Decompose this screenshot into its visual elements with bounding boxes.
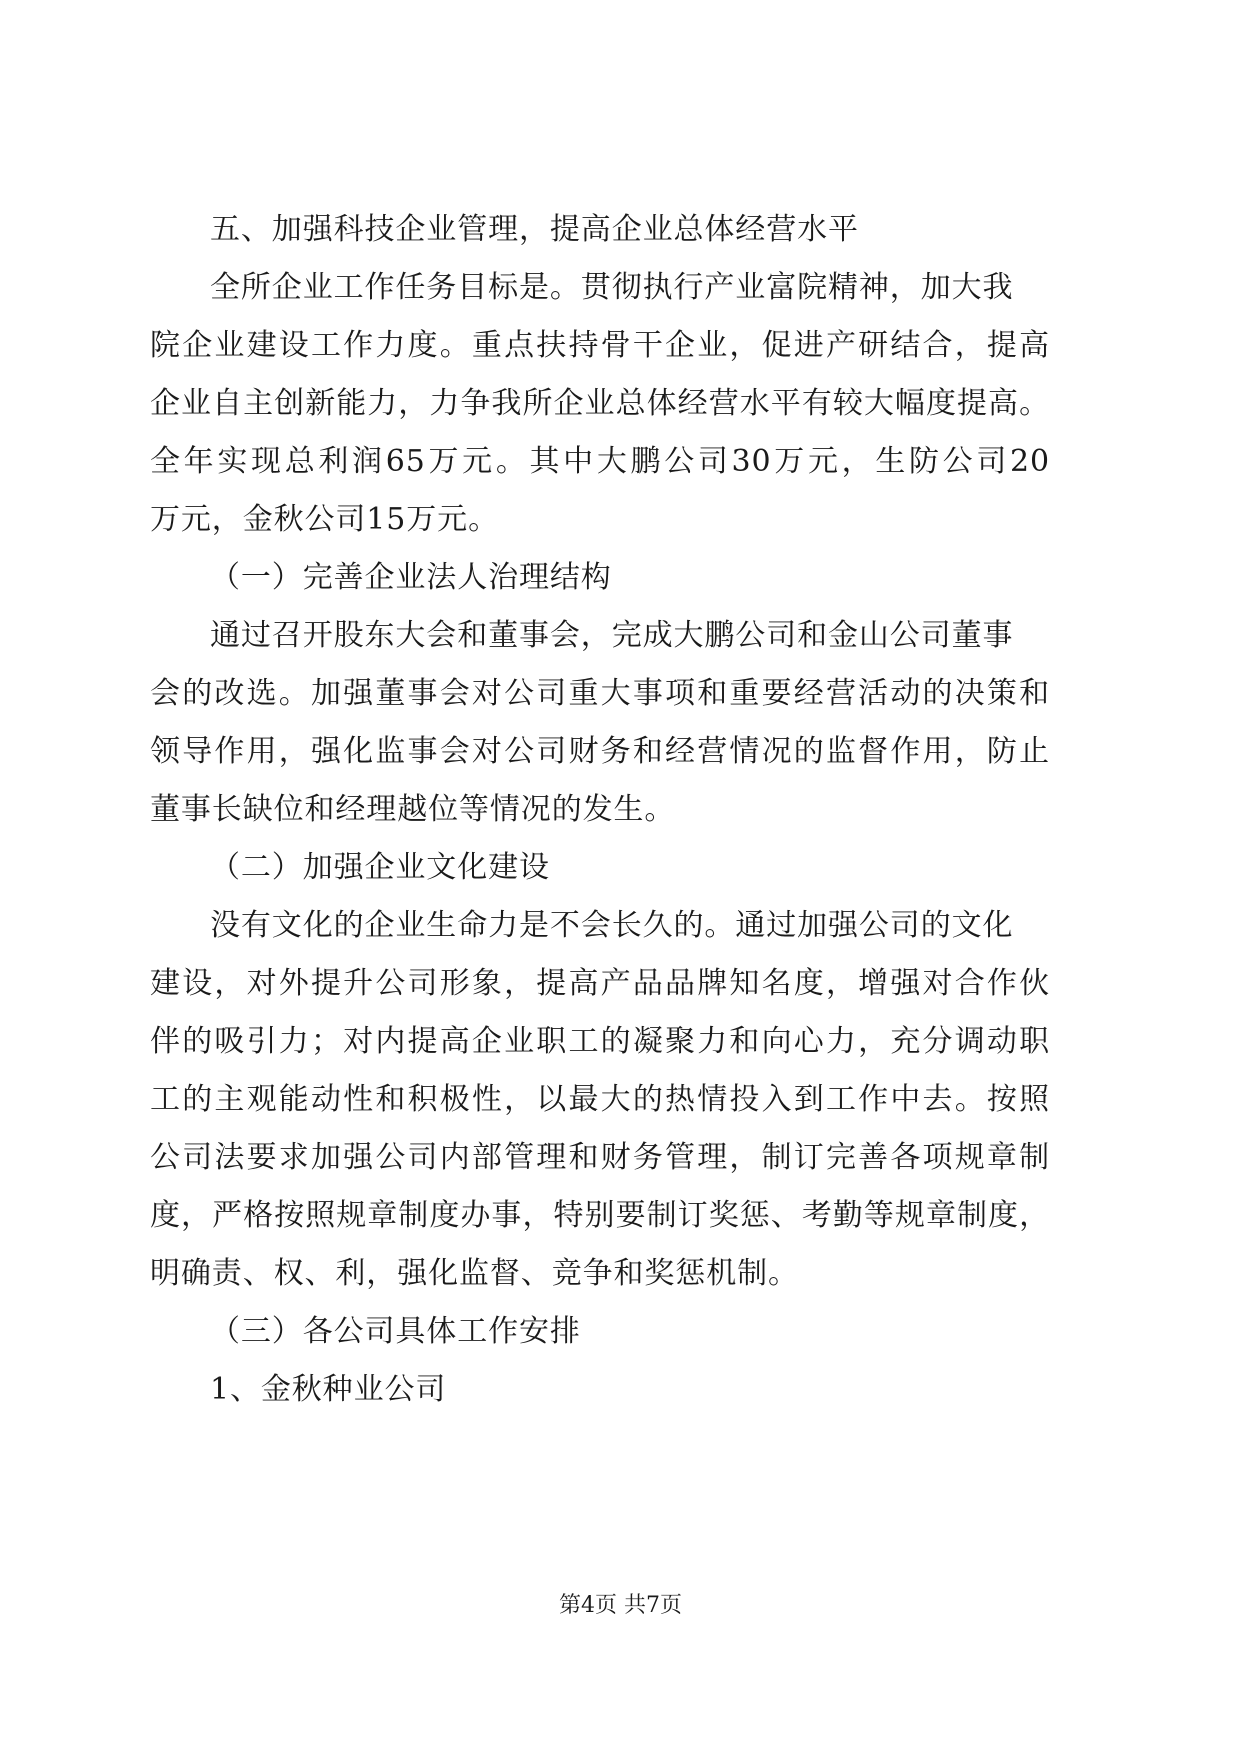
section-heading: 五、加强科技企业管理，提高企业总体经营水平 <box>210 212 859 247</box>
subsection-heading: （三）各公司具体工作安排 <box>210 1314 581 1349</box>
subsection-heading: （二）加强企业文化建设 <box>210 850 550 885</box>
subsection-heading: （一）完善企业法人治理结构 <box>210 560 612 595</box>
paragraph-line: 没有文化的企业生命力是不会长久的。通过加强公司的文化 <box>210 908 1014 943</box>
paragraph-line: 伴的吸引力；对内提高企业职工的凝聚力和向心力，充分调动职 <box>150 1024 1050 1059</box>
paragraph-line: 董事长缺位和经理越位等情况的发生。 <box>150 792 676 827</box>
paragraph-line: 全所企业工作任务目标是。贯彻执行产业富院精神，加大我 <box>210 270 1014 305</box>
paragraph-line: 全年实现总利润65万元。其中大鹏公司30万元，生防公司20 <box>150 444 1050 479</box>
paragraph-line: 领导作用，强化监事会对公司财务和经营情况的监督作用，防止 <box>150 734 1050 769</box>
paragraph-line: 度，严格按照规章制度办事，特别要制订奖惩、考勤等规章制度， <box>150 1198 1050 1233</box>
list-item: 1、金秋种业公司 <box>210 1372 447 1407</box>
paragraph-line: 企业自主创新能力，力争我所企业总体经营水平有较大幅度提高。 <box>150 386 1050 421</box>
paragraph-line: 建设，对外提升公司形象，提高产品品牌知名度，增强对合作伙 <box>150 966 1050 1001</box>
paragraph-line: 万元，金秋公司15万元。 <box>150 502 499 537</box>
paragraph-line: 工的主观能动性和积极性，以最大的热情投入到工作中去。按照 <box>150 1082 1050 1117</box>
paragraph-line: 明确责、权、利，强化监督、竞争和奖惩机制。 <box>150 1256 799 1291</box>
paragraph-line: 通过召开股东大会和董事会，完成大鹏公司和金山公司董事 <box>210 618 1014 653</box>
paragraph-line: 会的改选。加强董事会对公司重大事项和重要经营活动的决策和 <box>150 676 1050 711</box>
paragraph-line: 院企业建设工作力度。重点扶持骨干企业，促进产研结合，提高 <box>150 328 1050 363</box>
page-number: 第4页 共7页 <box>559 1593 682 1618</box>
paragraph-line: 公司法要求加强公司内部管理和财务管理，制订完善各项规章制 <box>150 1140 1050 1175</box>
